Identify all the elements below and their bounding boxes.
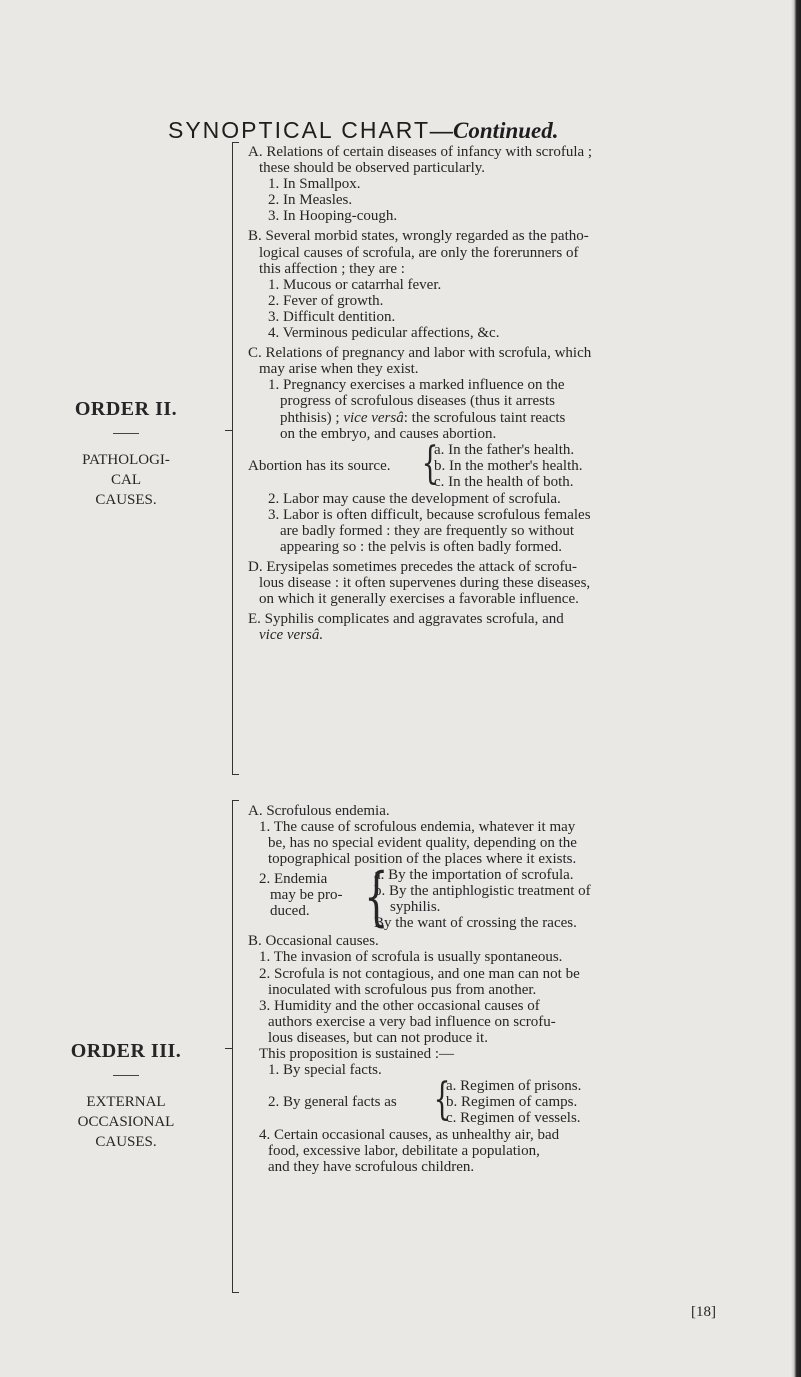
o2-line: 1. Mucous or catarrhal fever. xyxy=(268,276,442,293)
o2-line-a: A. Relations of certain diseases of infancy with scrofula ; xyxy=(248,144,593,160)
o2-line: 1. In Smallpox. xyxy=(268,176,361,193)
o3-line: 1. The cause of scrofulous endemia, whatever it may xyxy=(259,819,576,836)
endemia-label-3: duced. xyxy=(270,903,310,920)
order-3-heading: ORDER III. xyxy=(70,1040,182,1062)
o2-taint: : the scrofulous taint reacts xyxy=(403,409,566,426)
o2-line-d: D. Erysipelas sometimes precedes the attack of scrofu- xyxy=(248,559,578,576)
o2-line: progress of scrofulous diseases (thus it arrests xyxy=(280,393,555,410)
endemia-b: b. By the antiphlogistic treatment of xyxy=(374,883,591,900)
endemia-label-2: may be pro- xyxy=(270,887,343,904)
o3-line: This proposition is sustained :— xyxy=(259,1046,454,1063)
order-3-content xyxy=(248,803,728,1176)
abortion-b: b. In the mother's health. xyxy=(434,457,583,474)
title-main: SYNOPTICAL CHART xyxy=(168,117,431,143)
facts-brace: { xyxy=(433,1074,451,1126)
o3-line: 2. Scrofula is not contagious, and one man can not be xyxy=(259,965,580,982)
facts-a: a. Regimen of prisons. xyxy=(446,1078,582,1095)
o2-phthisis: phthisis) ; xyxy=(280,409,340,426)
general-facts: 2. By general facts as xyxy=(268,1094,397,1111)
o2-line-b: B. Several morbid states, wrongly regarded as the patho- xyxy=(248,228,589,245)
order-3-rule xyxy=(113,1075,139,1076)
abortion-a: a. In the father's health. xyxy=(434,441,575,458)
order-2-content xyxy=(248,144,728,644)
o2-line: 1. Pregnancy exercises a marked influence on the xyxy=(268,377,565,394)
o3-line: topographical position of the places where it exists. xyxy=(268,851,577,868)
o2-line-c: C. Relations of pregnancy and labor with scrofula, which xyxy=(248,345,592,362)
o2-line: appearing so : the pelvis is often badly formed. xyxy=(280,538,563,555)
o2-line: this affection ; they are : xyxy=(259,260,405,277)
order-2-label xyxy=(26,398,226,510)
order-3-bracket xyxy=(232,800,241,1293)
order-2-sub-3: CAUSES. xyxy=(95,492,157,508)
o2-line: on which it generally exercises a favorable influence. xyxy=(259,591,579,608)
o3-line: 3. Humidity and the other occasional causes of xyxy=(259,997,540,1014)
endemia-c: By the want of crossing the races. xyxy=(374,915,577,932)
order-3-sub-3: CAUSES. xyxy=(95,1134,157,1150)
page-title xyxy=(168,117,559,144)
o2-line-e: E. Syphilis complicates and aggravates scrofula, and xyxy=(248,611,564,628)
abortion-source: Abortion has its source. xyxy=(248,457,391,474)
o2-line: 2. In Measles. xyxy=(268,192,353,209)
order-2-sub-1: PATHOLOGI- xyxy=(82,452,170,468)
endemia-brace: { xyxy=(364,860,389,935)
o3-line: authors exercise a very bad influence on scrofu- xyxy=(268,1013,556,1030)
o3-line: 4. Certain occasional causes, as unhealthy air, bad xyxy=(259,1127,560,1144)
abortion-brace: { xyxy=(421,437,439,489)
order-2-heading: ORDER II. xyxy=(74,398,178,420)
page-number: [18] xyxy=(691,1304,716,1320)
endemia-brace-block xyxy=(248,860,728,935)
abortion-brace-block xyxy=(248,437,728,491)
o2-line: 3. Labor is often difficult, because scrofulous females xyxy=(268,506,591,523)
o3-line: food, excessive labor, debilitate a population, xyxy=(268,1143,540,1160)
o2-line: 3. In Hooping-cough. xyxy=(268,208,398,225)
endemia-a: a. By the importation of scrofula. xyxy=(374,867,574,884)
o2-line xyxy=(248,627,728,643)
order-3-sub-1: EXTERNAL xyxy=(86,1094,166,1110)
endemia-label-1: 2. Endemia xyxy=(259,871,328,888)
order-2-bracket xyxy=(232,142,241,775)
o2-vice-versa: vice versâ xyxy=(343,409,404,426)
facts-c: c. Regimen of vessels. xyxy=(446,1110,581,1127)
o2-line: 4. Verminous pedicular affections, &c. xyxy=(268,325,500,342)
o3-line: be, has no special evident quality, depending on the xyxy=(268,835,577,852)
o2-line: 2. Labor may cause the development of scrofula. xyxy=(268,490,561,507)
facts-b: b. Regimen of camps. xyxy=(446,1094,578,1111)
o3-line: lous diseases, but can not produce it. xyxy=(268,1029,488,1046)
o2-line: these should be observed particularly. xyxy=(259,160,486,177)
o2-line: are badly formed : they are frequently so without xyxy=(280,522,575,539)
o2-line: may arise when they exist. xyxy=(259,361,419,378)
o3-line: 1. By special facts. xyxy=(268,1062,382,1079)
order-2-rule xyxy=(113,433,139,434)
abortion-c: c. In the health of both. xyxy=(434,473,574,490)
o2-line: 2. Fever of growth. xyxy=(268,292,384,309)
o2-line: on the embryo, and causes abortion. xyxy=(280,425,497,442)
order-2-sub-2: CAL xyxy=(111,472,141,488)
facts-brace-block xyxy=(248,1074,728,1127)
o3-line: and they have scrofulous children. xyxy=(268,1159,475,1176)
o3-line: inoculated with scrofulous pus from another. xyxy=(268,981,537,998)
o2-line: logical causes of scrofula, are only the forerunners of xyxy=(259,244,579,261)
endemia-b-cont: syphilis. xyxy=(390,899,441,916)
o2-line-vice-versa xyxy=(248,410,728,426)
order-3-label xyxy=(26,1040,226,1152)
order-3-sub-2: OCCASIONAL xyxy=(77,1114,175,1130)
o2-line: lous disease : it often supervenes during these diseases, xyxy=(259,575,591,592)
o3-line-a: A. Scrofulous endemia. xyxy=(248,803,390,819)
o2-vice-versa-2: vice versâ. xyxy=(259,627,324,644)
title-continued: —Continued. xyxy=(430,118,559,143)
o3-line-b: B. Occasional causes. xyxy=(248,933,379,950)
page-edge xyxy=(791,0,801,1377)
o2-line: 3. Difficult dentition. xyxy=(268,308,396,325)
o3-line: 1. The invasion of scrofula is usually spontaneous. xyxy=(259,949,563,966)
